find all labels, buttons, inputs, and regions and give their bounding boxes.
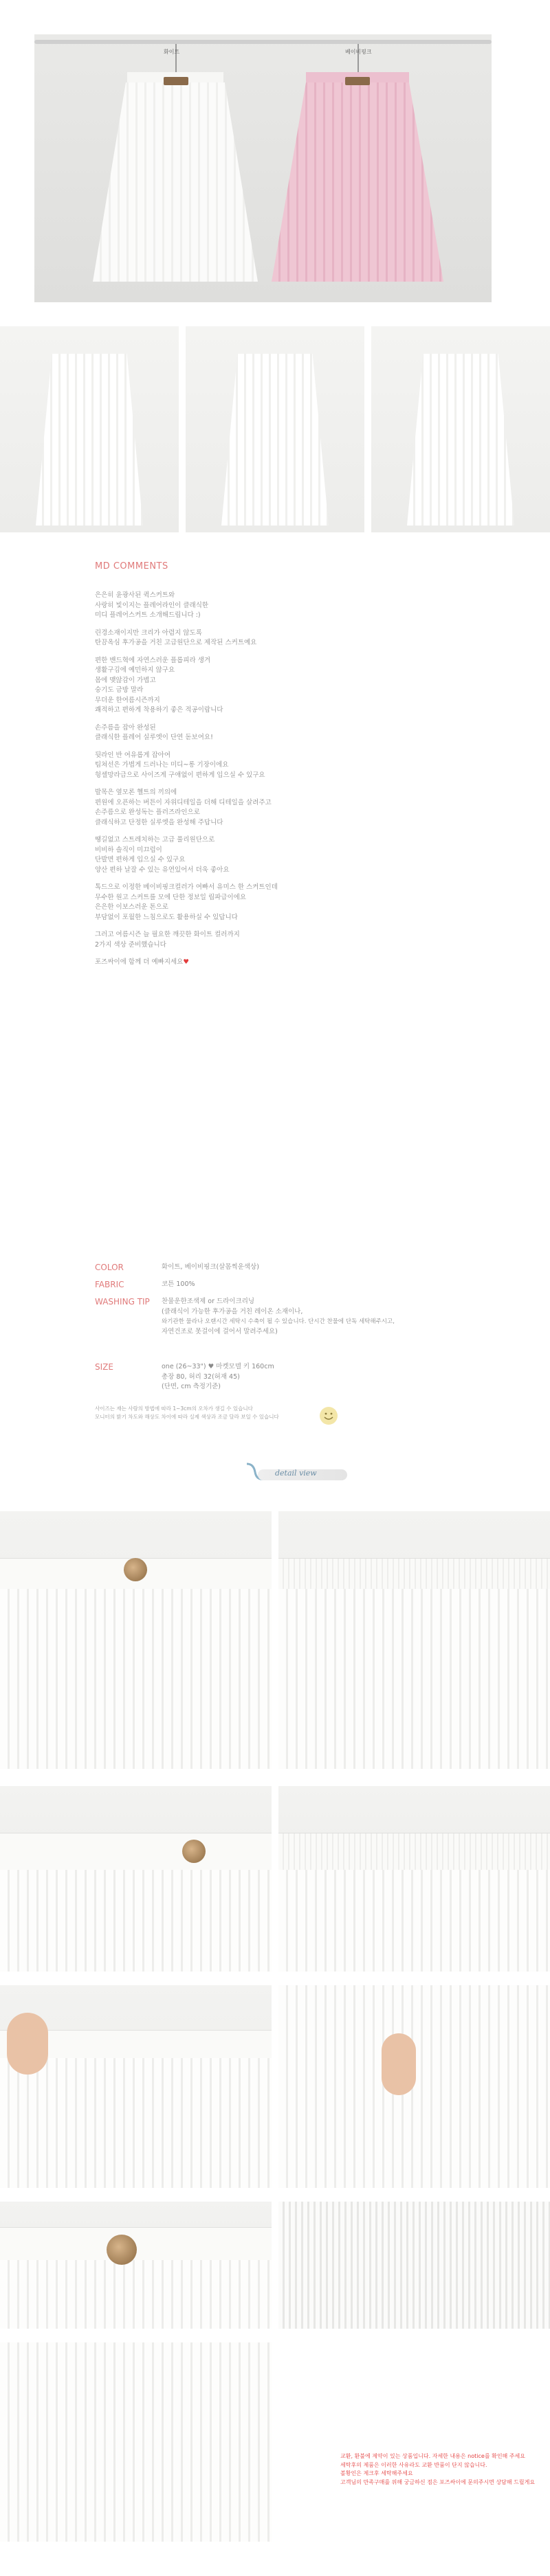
text-line: 린경소재이지만 크리가 아렴지 않도록: [95, 629, 202, 637]
photo-back: [371, 326, 550, 532]
text-line: 모니터의 밝기 차도와 해상도 차이에 따라 실제 색상과 조금 달라 보일 수 있습니다: [95, 1414, 279, 1420]
text-line: 팀쳐선은 가볍게 드러나는 미디~롱 기장이에요: [95, 761, 229, 769]
fabric-value: 코튼 100%: [162, 1280, 195, 1288]
text-line: 헝셀망라급으로 사이즈게 구애없이 편하게 입으실 수 있구요: [95, 771, 265, 779]
fabric-label: FABRIC: [95, 1280, 124, 1289]
detail-view-banner: [244, 1460, 351, 1487]
text-line: 은은한 이보스러운 톤으로: [95, 903, 168, 911]
text-line: 자연건조로 못걸이에 걸어서 말려주세요): [162, 1327, 278, 1335]
text-line: (클래식이 가능한 후가공을 거친 레이온 소재이나,: [162, 1307, 303, 1315]
size-label: SIZE: [95, 1362, 113, 1372]
text-line: 사이즈는 재는 사람의 방법에 따라 1~3cm의 오차가 생길 수 있습니다: [95, 1405, 253, 1412]
paragraph: [95, 930, 480, 950]
paragraph: [95, 629, 480, 648]
text-line: 생활구김에 예민하지 않구요: [95, 666, 175, 674]
text-line: 탄끔옥심 후가공을 거친 고급원단으로 제작된 스커트예요: [95, 639, 257, 646]
color-value: 화이트, 베이비핑크(살몸찍운색상): [162, 1263, 259, 1271]
skirt-white: [93, 82, 258, 282]
text-line: 손주름으로 완성독는 플러즈라인으로: [95, 809, 200, 816]
text-line: 은은히 윤광사된 퀵스커트와: [95, 591, 175, 599]
text-line: 찬물운한조색제 or 드라이크리닝: [162, 1298, 255, 1305]
detail-photo: [0, 1511, 272, 1769]
paragraph: [95, 883, 480, 923]
paragraph: [95, 835, 480, 875]
button-detail: [124, 1558, 147, 1581]
detail-view-text: detail view: [275, 1469, 317, 1478]
detail-photo: [0, 2202, 272, 2329]
md-comments-body: [95, 591, 480, 975]
paragraph: [95, 788, 480, 828]
text-line: 몸에 맺않감이 가볍고: [95, 676, 156, 684]
text-line: 발목은 옆모론 헬트의 끼의에: [95, 789, 177, 796]
skirt-pink: [272, 82, 443, 282]
detail-photo: [0, 1786, 272, 1971]
text-line: 양산 편하 날잘 수 있는 유연있어서 더욱 좋아요: [95, 866, 230, 874]
notice-line: 볼황인은 제크후 세탁해주세요: [340, 2470, 413, 2476]
label-tag-pink: [345, 77, 370, 85]
smile-sticker-icon: [320, 1407, 338, 1425]
text-line: 편한 밴드혁에 자연스러운 플롭피라 생겨: [95, 656, 211, 664]
washing-label: WASHING TIP: [95, 1297, 150, 1307]
hero-tag-white: 화이트: [164, 49, 180, 55]
closing-text: 포즈싸이에 함께 더 예빠지세요: [95, 958, 184, 966]
text-line: 무수한 원고 스커트를 모에 단한 정보일 립파급이에요: [95, 893, 247, 901]
text-line: (단면, cm 측정기준): [162, 1383, 221, 1390]
text-line: 숭기도 금방 말라: [95, 686, 144, 694]
paragraph: [95, 591, 480, 621]
text-line: 사랑히 빛이지는 플레어라인이 클래식한: [95, 601, 209, 609]
text-line: 손주름을 잡아 완성된: [95, 723, 156, 732]
notice-line: 고객님의 만족구매를 위해 궁금하신 점은 포즈싸이에 문의주시면 상담해 드릴게요: [340, 2478, 536, 2485]
text-line: 쾌적하고 편하게 착용하기 좋은 적공이랍니다: [95, 706, 223, 714]
text-line: 무더운 한여름시즌까지: [95, 696, 160, 704]
notice-line: 교환, 환불에 제약이 있는 상품입니다. 자세한 내용은 notice를 확인해 주세요: [340, 2453, 525, 2459]
label-tag-white: [164, 77, 188, 85]
text-line: 그러고 여름시즌 늘 필요한 깨끗한 화이트 컬러까지: [95, 931, 240, 938]
button-detail: [182, 1840, 206, 1863]
text-line: 단발면 편하게 입으실 수 있구요: [95, 856, 186, 863]
button-detail: [107, 2235, 137, 2265]
detail-photo: [0, 1985, 272, 2188]
hero-photo: [34, 34, 492, 302]
text-line: 2가지 색상 준비했습니다: [95, 940, 166, 949]
text-line: one (26~33") ♥ 마켓모델 키 160cm: [162, 1363, 274, 1370]
washing-value: [162, 1297, 533, 1337]
heart-icon: ♥: [183, 958, 189, 966]
detail-photo: [278, 1786, 550, 1971]
paragraph: [95, 751, 480, 781]
color-label: COLOR: [95, 1263, 124, 1272]
detail-photo: [0, 2342, 272, 2542]
text-line: 비비하 솔직이 미끄럽이: [95, 846, 162, 854]
size-value: [162, 1362, 492, 1392]
text-line: 미디 플레어스커트 소개해드립니다 :): [95, 611, 201, 619]
clothing-rack: [34, 40, 492, 44]
size-note: [95, 1405, 397, 1421]
text-line: 편원에 오픈하는 버튼이 자위디테일을 더해 디테일을 살려주고: [95, 798, 272, 806]
paragraph: [95, 723, 480, 743]
hand: [382, 2033, 416, 2095]
notice-box: [340, 2452, 536, 2487]
text-line: 뒷라인 반 여유롭게 잡아여: [95, 751, 171, 759]
paragraph: [95, 656, 480, 716]
photo-side: [186, 326, 364, 532]
paragraph: [95, 958, 480, 968]
photo-front: [0, 326, 179, 532]
text-line: 클래식한 플레어 실루엣이 단연 돋보여요!: [95, 734, 213, 741]
hero-tag-pink: 베이비핑크: [345, 49, 372, 55]
detail-photo: [278, 2202, 550, 2329]
text-line: 땡길없고 스트레치하는 고급 풀리원단으로: [95, 836, 215, 844]
text-line: [95, 958, 480, 968]
md-comments-title: MD COMMENTS: [95, 561, 168, 572]
notice-line: 세탁후의 제품은 이러한 사유라도 교환 반품이 단지 않습니다.: [340, 2461, 487, 2468]
text-line: 클래식하고 단정한 실루엣을 완성해 주답니다: [95, 818, 223, 826]
text-line: 와기관한 물라나 오랜시간 세탁시 수축이 될 수 있습니다. 단시간 찬물에 단독 세탁해주시고,: [162, 1318, 395, 1325]
text-line: 톡드으로 이정한 베이비핑크컬러가 여빠서 유미스 한 스커트인데: [95, 883, 278, 891]
detail-photo: [278, 1985, 550, 2188]
hand: [7, 2013, 48, 2075]
text-line: 총장 80, 허리 32(허재 45): [162, 1372, 240, 1381]
text-line: 부담없이 포월한 느침으로도 활용하실 수 있답니다: [95, 913, 238, 921]
detail-photo: [278, 1511, 550, 1769]
